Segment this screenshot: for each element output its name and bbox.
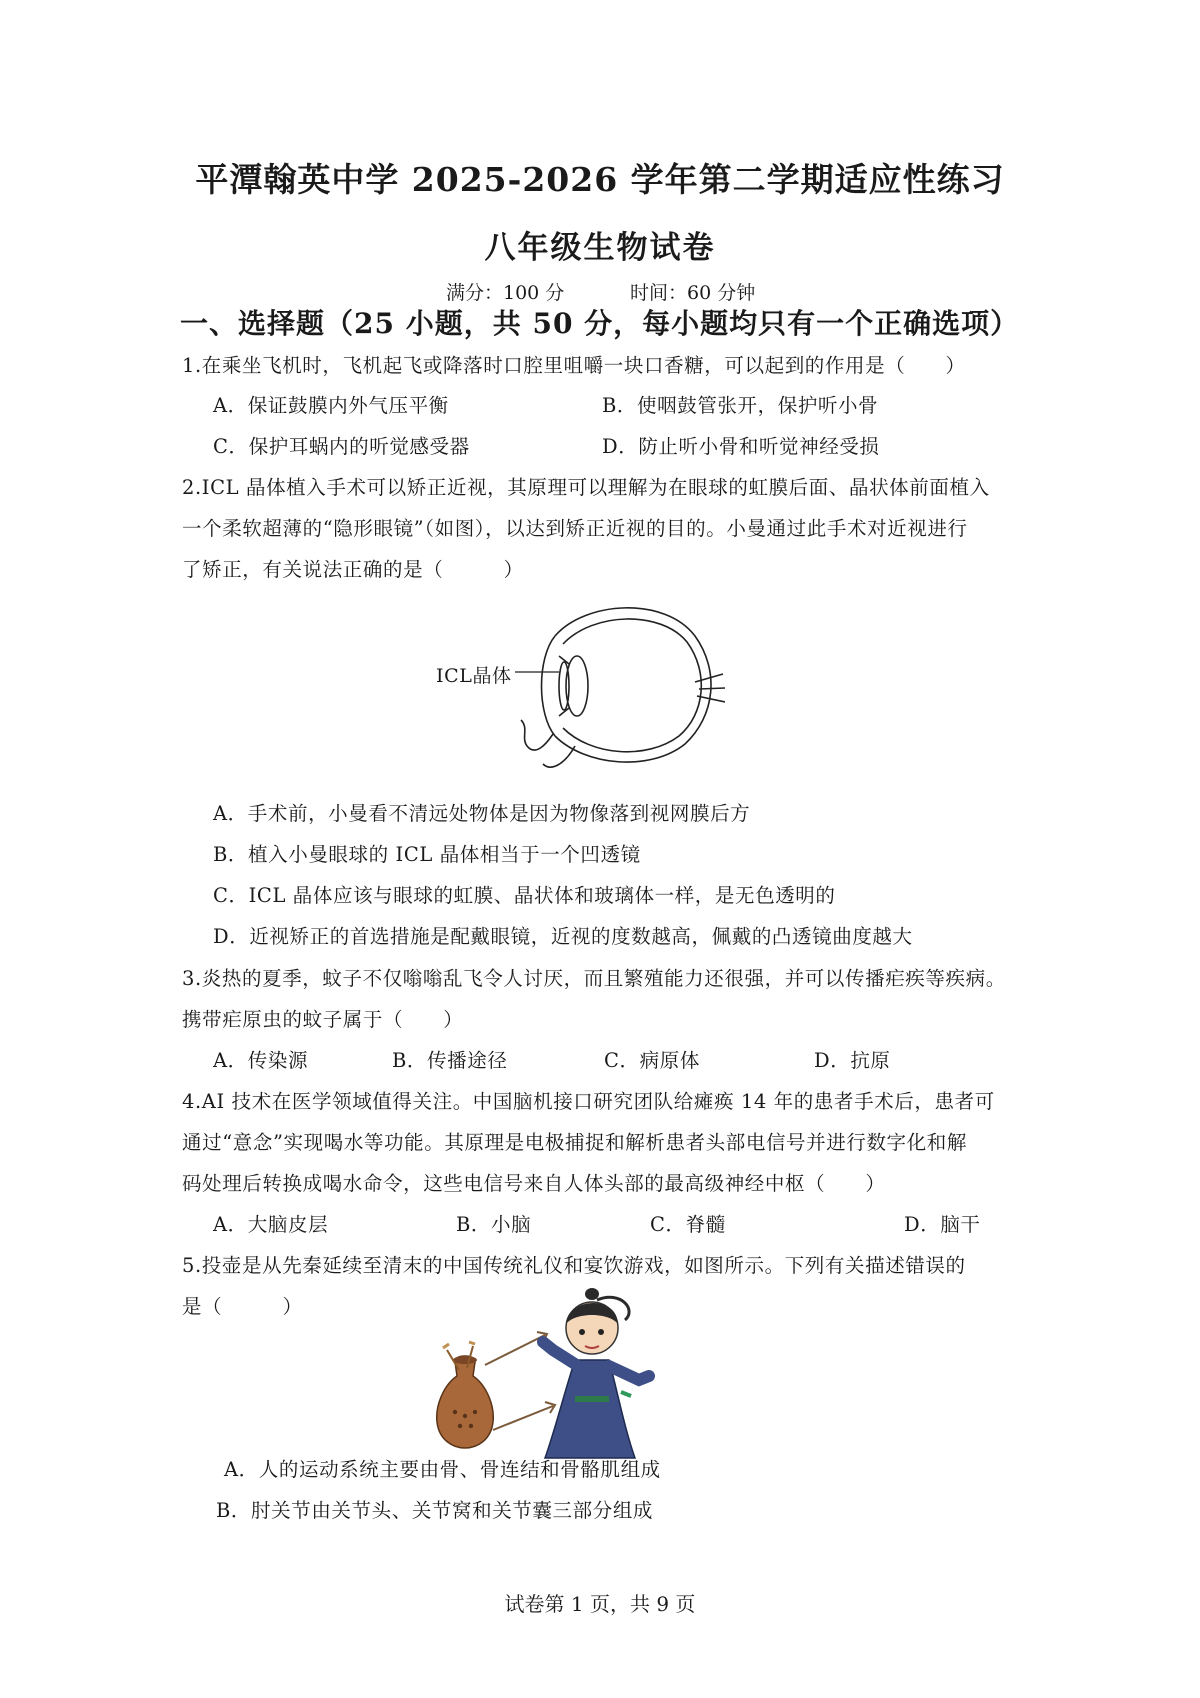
- page-footer: 试卷第 1 页，共 9 页: [504, 1592, 696, 1616]
- q2-option-d: D．近视矫正的首选措施是配戴眼镜，近视的度数越高，佩戴的凸透镜曲度越大: [213, 925, 913, 948]
- q5-option-a: A．人的运动系统主要由骨、骨连结和骨骼肌组成: [224, 1458, 661, 1481]
- q1-option-c: C．保护耳蜗内的听觉感受器: [213, 435, 470, 458]
- full-score: 满分：100 分: [446, 282, 565, 304]
- q4-stem-line2: 通过“意念”实现喝水等功能。其原理是电极捕捉和解析患者头部电信号并进行数字化和解: [182, 1131, 967, 1154]
- person-icon: [543, 1288, 649, 1458]
- q3-option-b: B．传播途径: [392, 1049, 508, 1072]
- exam-subtitle: 八年级生物试卷: [484, 230, 716, 266]
- q2-option-c: C．ICL 晶体应该与眼球的虹膜、晶状体和玻璃体一样，是无色透明的: [213, 884, 836, 907]
- q4-option-b: B．小脑: [456, 1213, 532, 1236]
- q3-stem-line1: 3.炎热的夏季，蚊子不仅嗡嗡乱飞令人讨厌，而且繁殖能力还很强，并可以传播疟疾等疾病。: [182, 967, 1006, 990]
- q3-option-c: C．病原体: [604, 1049, 700, 1072]
- q5-stem-line2: 是（ ）: [182, 1295, 303, 1318]
- q2-stem-line3: 了矫正，有关说法正确的是（ ）: [182, 558, 524, 581]
- q4-option-c: C．脊髓: [650, 1213, 726, 1236]
- section-heading: 一、选择题（25 小题，共 50 分，每小题均只有一个正确选项）: [180, 307, 1020, 340]
- q5-stem-line1: 5.投壶是从先秦延续至清末的中国传统礼仪和宴饮游戏，如图所示。下列有关描述错误的: [182, 1254, 966, 1277]
- exam-time: 时间：60 分钟: [630, 282, 756, 304]
- q2-stem-line1: 2.ICL 晶体植入手术可以矫正近视，其原理可以理解为在眼球的虹膜后面、晶状体前面植入: [182, 476, 990, 499]
- q1-option-a: A．保证鼓膜内外气压平衡: [213, 394, 449, 417]
- q5-option-b: B．肘关节由关节头、关节窝和关节囊三部分组成: [216, 1499, 654, 1522]
- touhu-game-illustration: [425, 1280, 705, 1470]
- q4-option-d: D．脑干: [904, 1213, 981, 1236]
- q4-stem-line3: 码处理后转换成喝水命令，这些电信号来自人体头部的最高级神经中枢（ ）: [182, 1172, 886, 1195]
- vase-icon: [437, 1342, 494, 1448]
- q1-option-b: B．使咽鼓管张开，保护听小骨: [602, 394, 879, 417]
- q3-stem-line2: 携带疟原虫的蚊子属于（ ）: [182, 1008, 464, 1031]
- q4-stem-line1: 4.AI 技术在医学领域值得关注。中国脑机接口研究团队给瘫痪 14 年的患者手术后，患者可: [182, 1090, 995, 1113]
- eye-diagram: [515, 596, 725, 776]
- q1-option-d: D．防止听小骨和听觉神经受损: [602, 435, 880, 458]
- q2-option-a: A．手术前，小曼看不清远处物体是因为物像落到视网膜后方: [213, 802, 751, 825]
- icl-figure-label: ICL晶体: [436, 665, 512, 687]
- exam-title: 平潭翰英中学 2025-2026 学年第二学期适应性练习: [195, 160, 1005, 199]
- q3-option-d: D．抗原: [814, 1049, 891, 1072]
- q2-option-b: B．植入小曼眼球的 ICL 晶体相当于一个凹透镜: [213, 843, 641, 866]
- q2-stem-line2: 一个柔软超薄的“隐形眼镜”（如图），以达到矫正近视的目的。小曼通过此手术对近视进行: [182, 517, 968, 540]
- q1-stem: 1.在乘坐飞机时，飞机起飞或降落时口腔里咀嚼一块口香糖，可以起到的作用是（ ）: [182, 354, 966, 377]
- q4-option-a: A．大脑皮层: [213, 1213, 329, 1236]
- q3-option-a: A．传染源: [213, 1049, 309, 1072]
